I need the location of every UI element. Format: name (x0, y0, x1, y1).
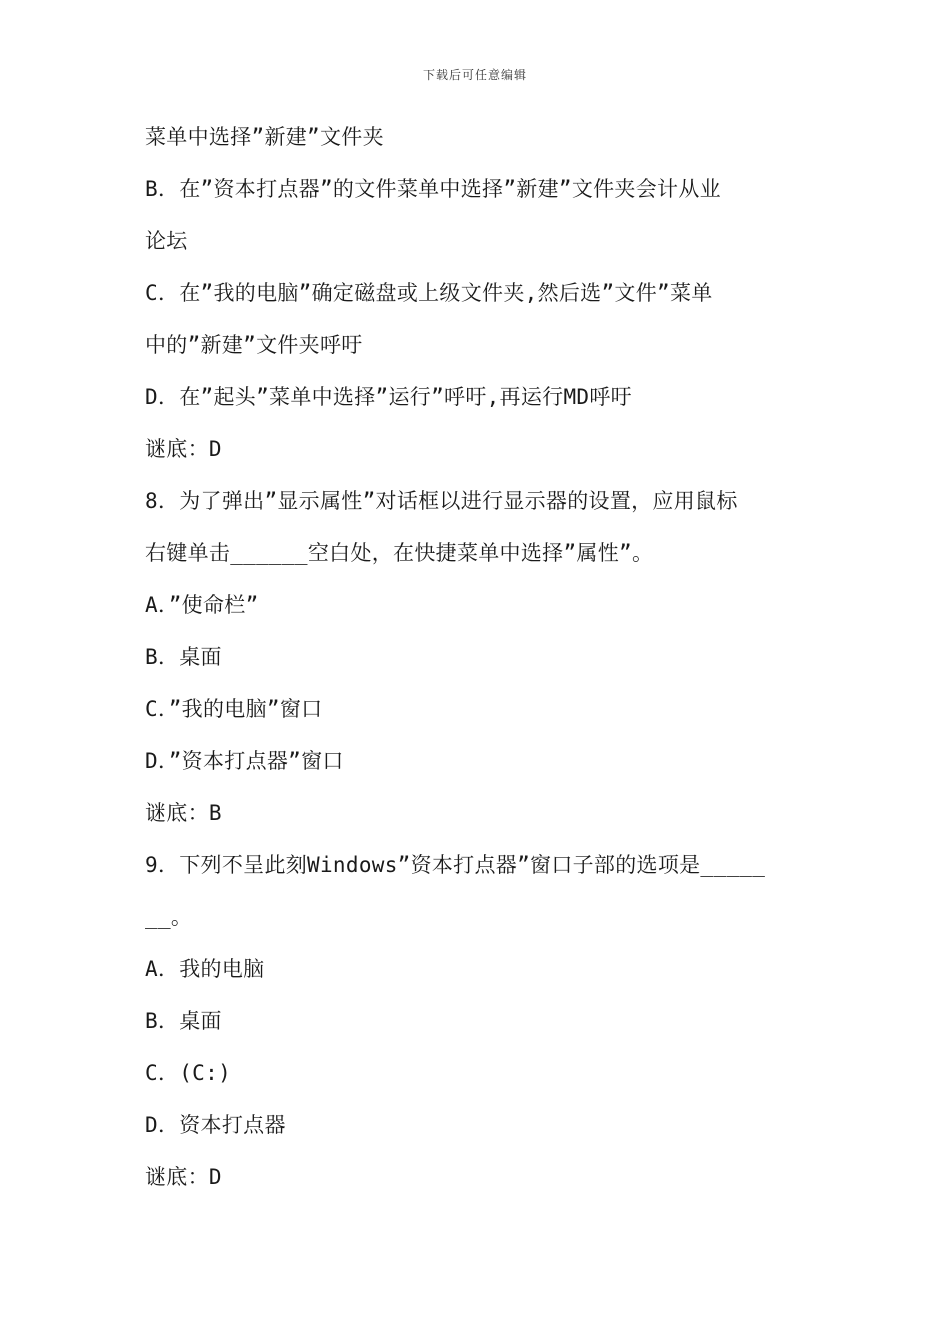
option-line: A．我的电脑 (145, 957, 265, 981)
text-line: 论坛 (145, 229, 188, 253)
answer-line: 谜底：D (145, 1165, 222, 1189)
text-line: 菜单中选择”新建”文件夹 (145, 125, 384, 149)
option-line: D．”资本打点器”窗口 (145, 749, 344, 773)
question-line: 9．下列不呈此刻Windows”资本打点器”窗口子部的选项是_____ (145, 853, 766, 877)
option-line: A．”使命栏” (145, 593, 259, 617)
page-header: 下载后可任意编辑 (422, 68, 527, 82)
option-line: C．”我的电脑”窗口 (145, 697, 323, 721)
option-line: B．在”资本打点器”的文件菜单中选择”新建”文件夹会计从业 (145, 177, 721, 201)
option-line: C．在”我的电脑”确定磁盘或上级文件夹,然后选”文件”菜单 (145, 281, 713, 305)
text-line: 中的”新建”文件夹呼吁 (145, 333, 363, 357)
option-line: C．(C:) (145, 1061, 232, 1085)
question-line: 右键单击______空白处，在快捷菜单中选择”属性”。 (145, 541, 654, 565)
option-line: D．资本打点器 (145, 1113, 286, 1137)
question-line: 8．为了弹出”显示属性”对话框以进行显示器的设置，应用鼠标 (145, 489, 738, 513)
option-line: B．桌面 (145, 1009, 222, 1033)
option-line: D．在”起头”菜单中选择”运行”呼吁,再运行MD呼吁 (145, 385, 632, 409)
answer-line: 谜底：D (145, 437, 222, 461)
question-line: __。 (145, 905, 193, 929)
option-line: B．桌面 (145, 645, 222, 669)
answer-line: 谜底：B (145, 801, 222, 825)
